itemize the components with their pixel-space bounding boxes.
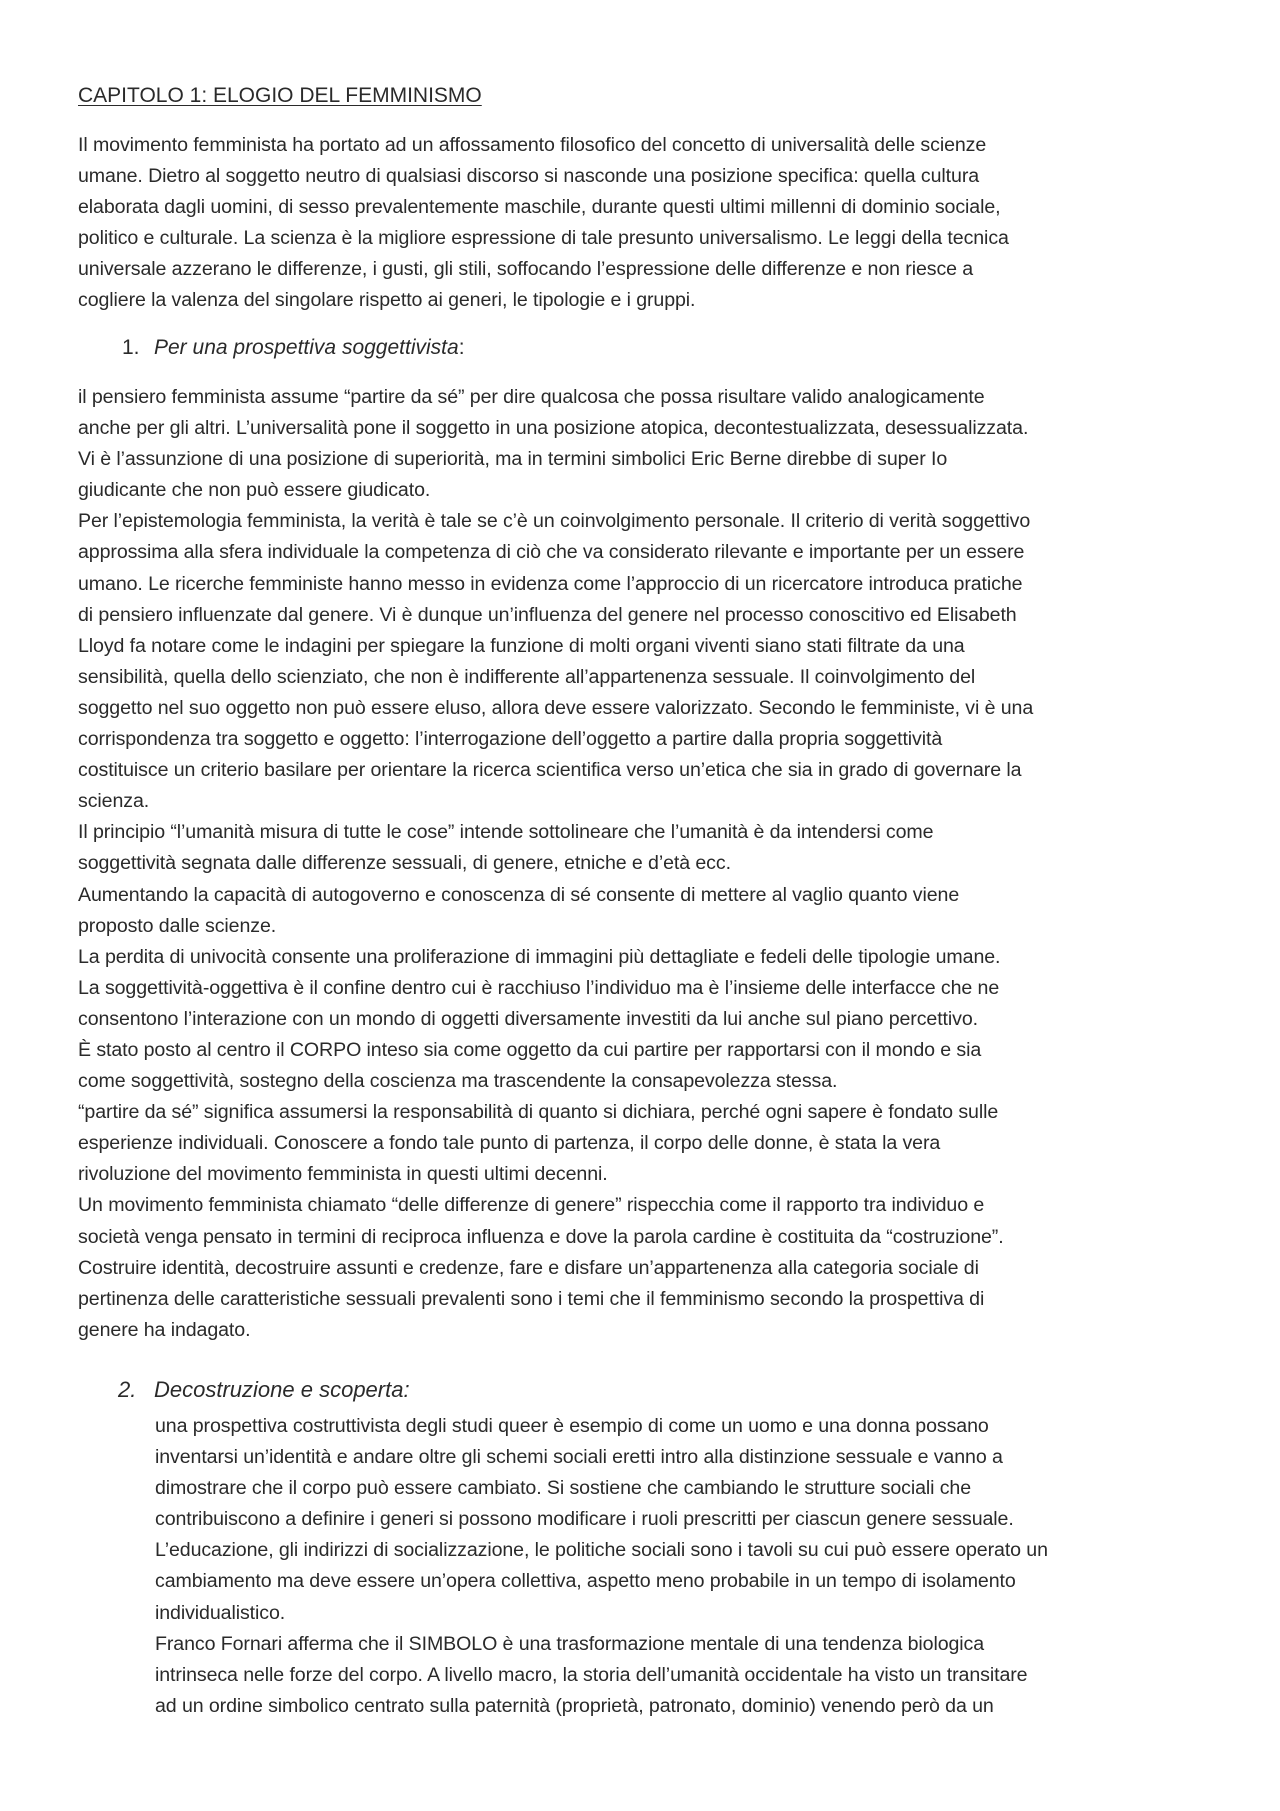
text-line: anche per gli altri. L’universalità pone il soggetto in una posizione atopica, decontestualizzata, desessualizzata. — [78, 417, 1029, 440]
text-line: soggettività segnata dalle differenze sessuali, di genere, etniche e d’età ecc. — [78, 852, 731, 875]
section-2-title: Decostruzione e scoperta: — [154, 1377, 410, 1402]
text-line: La soggettività-oggettiva è il confine dentro cui è racchiuso l’individuo ma è l’insieme delle interfacce che ne — [78, 976, 1000, 999]
chapter-title: CAPITOLO 1: ELOGIO DEL FEMMINISMO — [78, 84, 482, 107]
text-line: dimostrare che il corpo può essere cambiato. Si sostiene che cambiando le strutture sociali che — [155, 1477, 972, 1500]
section-1-heading — [122, 332, 465, 363]
text-line: L’educazione, gli indirizzi di socializzazione, le politiche sociali sono i tavoli su cui può essere operato un — [155, 1539, 1048, 1562]
text-line: pertinenza delle caratteristiche sessuali prevalenti sono i temi che il femminismo secondo la prospettiva di — [78, 1287, 985, 1310]
text-line: Il movimento femminista ha portato ad un affossamento filosofico del concetto di universalità delle scienze — [78, 134, 987, 156]
text-line: corrispondenza tra soggetto e oggetto: l’interrogazione dell’oggetto a partire dalla propria soggettività — [78, 728, 943, 751]
text-line: Il principio “l’umanità misura di tutte le cose” intende sottolineare che l’umanità è da intendersi come — [78, 821, 934, 844]
text-line: scienza. — [78, 790, 150, 813]
text-line: politico e culturale. La scienza è la migliore espressione di tale presunto universalismo. Le leggi della tecnica — [78, 227, 1009, 250]
text-line: individualistico. — [155, 1601, 286, 1624]
text-line: approssima alla sfera individuale la competenza di ciò che va considerato rilevante e importante per un essere — [78, 541, 1025, 564]
text-line: elaborata dagli uomini, di sesso prevalentemente maschile, durante questi ultimi millenni di dominio sociale, — [78, 196, 1001, 219]
text-line: Vi è l’assunzione di una posizione di superiorità, ma in termini simbolici Eric Berne direbbe di super Io — [78, 448, 948, 471]
text-line: società venga pensato in termini di reciproca influenza e dove la parola cardine è costituita da “costruzione”. — [78, 1225, 1004, 1248]
intro-paragraph — [78, 130, 1009, 317]
text-line: È stato posto al centro il CORPO inteso sia come oggetto da cui partire per rapportarsi con il mondo e sia — [78, 1038, 982, 1061]
section-1-number: 1. — [122, 336, 140, 359]
text-line: universale azzerano le differenze, i gusti, gli stili, soffocando l’espressione delle differenze e non riesce a — [78, 258, 974, 281]
text-line: Un movimento femminista chiamato “delle differenze di genere” rispecchia come il rapporto tra individuo e — [78, 1194, 985, 1217]
text-line: consentono l’interazione con un mondo di oggetti diversamente investiti da lui anche sul piano percettivo. — [78, 1007, 978, 1030]
text-line: La perdita di univocità consente una proliferazione di immagini più dettagliate e fedeli delle tipologie umane. — [78, 945, 1001, 968]
section-2-body — [155, 1411, 1048, 1722]
text-line: cambiamento ma deve essere un’opera collettiva, aspetto meno probabile in un tempo di isolamento — [155, 1570, 1016, 1593]
text-line: Aumentando la capacità di autogoverno e conoscenza di sé consente di mettere al vaglio quanto viene — [78, 883, 960, 906]
text-line: Franco Fornari afferma che il SIMBOLO è una trasformazione mentale di una tendenza biologica — [155, 1632, 985, 1655]
text-line: di pensiero influenzate dal genere. Vi è dunque un’influenza del genere nel processo conoscitivo ed Elisabeth — [78, 603, 1017, 626]
text-line: Costruire identità, decostruire assunti e credenze, fare e disfare un’appartenenza alla categoria sociale di — [78, 1256, 979, 1279]
text-line: umane. Dietro al soggetto neutro di qualsiasi discorso si nasconde una posizione specifica: quella cultura — [78, 165, 980, 188]
text-line: umano. Le ricerche femministe hanno messo in evidenza come l’approccio di un ricercatore introduca pratiche — [78, 572, 1023, 595]
section-1-title-suffix: : — [458, 336, 465, 359]
text-line: il pensiero femminista assume “partire da sé” per dire qualcosa che possa risultare valido analogicamente — [78, 386, 985, 408]
text-line: intrinseca nelle forze del corpo. A livello macro, la storia dell’umanità occidentale ha visto un transitare — [155, 1663, 1028, 1686]
text-line: “partire da sé” significa assumersi la responsabilità di quanto si dichiara, perché ogni sapere è fondato sulle — [78, 1101, 999, 1124]
section-2-heading — [118, 1374, 410, 1405]
text-line: cogliere la valenza del singolare rispetto ai generi, le tipologie e i gruppi. — [78, 289, 696, 312]
text-line: come soggettività, sostegno della coscienza ma trascendente la consapevolezza stessa. — [78, 1070, 838, 1093]
text-line: ad un ordine simbolico centrato sulla paternità (proprietà, patronato, dominio) venendo però da un — [155, 1694, 994, 1717]
text-line: proposto dalle scienze. — [78, 914, 277, 937]
text-line: rivoluzione del movimento femminista in questi ultimi decenni. — [78, 1163, 608, 1186]
section-2-number: 2. — [118, 1377, 137, 1402]
text-line: esperienze individuali. Conoscere a fondo tale punto di partenza, il corpo delle donne, è stata la vera — [78, 1132, 941, 1155]
text-line: una prospettiva costruttivista degli studi queer è esempio di come un uomo e una donna possano — [155, 1415, 989, 1437]
section-1-body — [78, 382, 1033, 1346]
text-line: soggetto nel suo oggetto non può essere eluso, allora deve essere valorizzato. Secondo le femministe, vi è una — [78, 696, 1034, 719]
text-line: contribuiscono a definire i generi si possono modificare i ruoli prescritti per ciascun genere sessuale. — [155, 1508, 1014, 1531]
text-line: Lloyd fa notare come le indagini per spiegare la funzione di molti organi viventi siano stati filtrate da una — [78, 634, 965, 657]
text-line: sensibilità, quella dello scienziato, che non è indifferente all’appartenenza sessuale. Il coinvolgimento del — [78, 665, 976, 688]
text-line: inventarsi un’identità e andare oltre gli schemi sociali eretti intro alla distinzione sessuale e vanno a — [155, 1446, 1003, 1469]
text-line: Per l’epistemologia femminista, la verità è tale se c’è un coinvolgimento personale. Il criterio di verità soggettivo — [78, 510, 1031, 533]
section-1-title: Per una prospettiva soggettivista — [154, 336, 459, 359]
text-line: genere ha indagato. — [78, 1318, 251, 1341]
text-line: giudicante che non può essere giudicato. — [78, 479, 431, 502]
text-line: costituisce un criterio basilare per orientare la ricerca scientifica verso un’etica che sia in grado di governare la — [78, 759, 1022, 782]
